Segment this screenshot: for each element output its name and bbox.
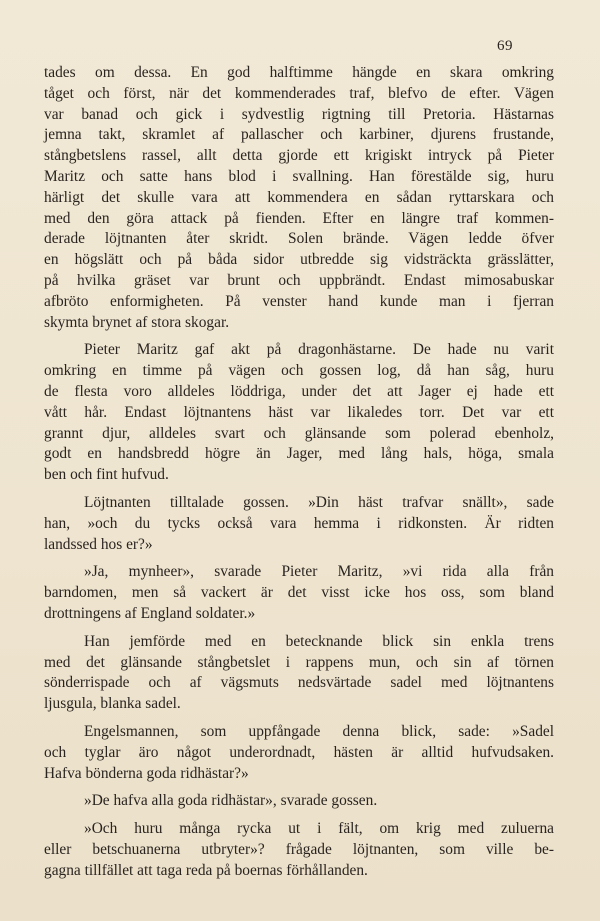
text-line: var banad och gick i sydvestlig rigtning till Pretoria. Hästarnas (44, 105, 554, 123)
text-line: på hvilka gräset var brunt och uppbrändt. Endast mimosabuskar (44, 271, 554, 289)
text-line: »Ja, mynheer», svarade Pieter Maritz, »vi rida alla från (84, 563, 554, 581)
text-line: tades om dessa. En god halftimme hängde en skara omkring (44, 64, 554, 81)
paragraph (44, 819, 554, 881)
body-text (44, 63, 554, 888)
paragraph (44, 493, 554, 555)
text-line: sönderrispade och af vägsmuts nedsvärtade sadel med löjtnantens (44, 674, 554, 692)
text-line: ben och fint hufvud. (44, 466, 169, 484)
text-line: grannt djur, alldeles svart och glänsande som polerad ebenholz, (44, 424, 554, 442)
text-line: vått hår. Endast löjtnantens häst var likaledes torr. Det var ett (44, 403, 554, 421)
text-line: drottningens af England soldater.» (44, 604, 256, 622)
text-line: omkring en timme på vägen och gossen log, då han såg, huru (44, 362, 554, 380)
text-line: derade löjtnanten åter skridt. Solen brände. Vägen ledde öfver (44, 230, 554, 248)
text-line: Han jemförde med en betecknande blick sin enkla trens (84, 632, 554, 650)
text-line: Löjtnanten tilltalade gossen. »Din häst trafvar snällt», sade (84, 493, 554, 511)
text-line: landssed hos er?» (44, 535, 153, 553)
paragraph (44, 562, 554, 624)
text-line: ljusgula, blanka sadel. (44, 695, 181, 713)
text-line: godt en handsbredd högre än Jager, med lång hals, höga, smala (44, 445, 554, 463)
text-line: eller betschuanerna utbryter»? frågade löjtnanten, som ville be- (44, 840, 554, 858)
text-line: skymta brynet af stora skogar. (44, 313, 230, 331)
text-line: barndomen, men så vackert är det visst icke hos oss, som bland (44, 584, 554, 602)
text-line: med det glänsande stångbetslet i rappens mun, och sin af törnen (44, 653, 554, 671)
paragraph (44, 791, 554, 812)
text-line: härligt det skulle vara att kommendera en sådan ryttarskara och (44, 188, 554, 206)
text-line: Hafva bönderna goda ridhästar?» (44, 764, 249, 782)
text-line: de flesta voro alldeles löddriga, under det att Jager ej hade ett (44, 382, 554, 400)
paragraph (44, 632, 554, 715)
paragraph (44, 63, 554, 333)
text-line: Maritz och satte hans blod i svallning. Han förestälde sig, huru (44, 167, 554, 185)
paragraph (44, 722, 554, 784)
page-number: 69 (497, 38, 513, 54)
text-line: med den göra attack på fienden. Efter en längre traf kommen- (44, 209, 554, 227)
text-line: och tyglar äro något underordnadt, hästen är alltid hufvudsaken. (44, 743, 554, 761)
text-line: tåget och först, när det kommenderades traf, blefvo de efter. Vägen (44, 84, 554, 102)
text-line: Pieter Maritz gaf akt på dragonhästarne. De hade nu varit (84, 341, 554, 359)
text-line: han, »och du tycks också vara hemma i ridkonsten. Är ridten (44, 514, 554, 532)
paragraph (44, 340, 554, 486)
text-line: Engelsmannen, som uppfångade denna blick, sade: »Sadel (84, 722, 554, 740)
text-line: jemna takt, skramlet af pallascher och karbiner, djurens frustande, (44, 126, 554, 144)
text-line: »Och huru många rycka ut i fält, om krig med zuluerna (84, 820, 554, 838)
text-line: gagna tillfället att taga reda på boernas förhållanden. (44, 861, 368, 879)
text-line: afbröto enformigheten. På venster hand kunde man i fjerran (44, 292, 554, 310)
text-line: stångbetslens rassel, allt detta gjorde ett krigiskt intryck på Pieter (44, 147, 554, 165)
text-line: en högslätt och på båda sidor utbredde sig vidsträckta grässlätter, (44, 251, 554, 269)
text-line: »De hafva alla goda ridhästar», svarade gossen. (84, 792, 378, 810)
